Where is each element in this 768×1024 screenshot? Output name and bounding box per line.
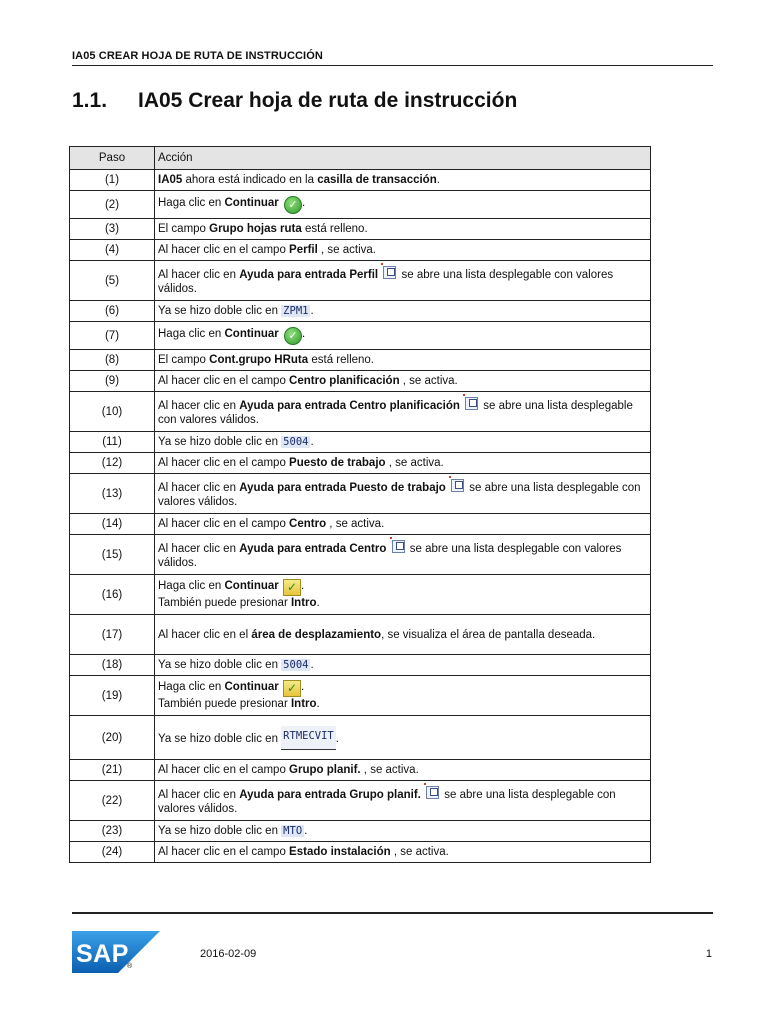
action-text: Haga clic en [158,327,225,340]
action-text: ahora está indicado en la [182,174,318,186]
action-text: está relleno. [308,354,375,366]
action-text: Al hacer clic en el campo [158,846,290,858]
action-text: Al hacer clic en [158,268,240,281]
table-row [70,535,651,575]
action-text [279,197,282,209]
table-row [70,781,651,821]
action-text: . [302,327,306,340]
table-row [70,575,651,615]
continue-check-icon: ✓ [284,196,302,214]
action-text [279,580,282,592]
bold-term: Perfil [289,244,318,256]
footer-rule [72,912,713,914]
bold-term: Centro planificación [289,375,400,387]
action-text: . [436,174,440,186]
step-action [155,821,651,842]
step-number: (16) [70,575,155,615]
section-title-text: IA05 Crear hoja de ruta de instrucción [138,89,518,112]
action-text: , se activa. [360,764,419,776]
table-row [70,842,651,863]
table-row [70,615,651,655]
running-header: IA05 CREAR HOJA DE RUTA DE INSTRUCCIÓN [72,50,713,66]
step-action [155,474,651,514]
continue-check-icon: ✓ [284,327,302,345]
selected-value: 5004 [283,659,309,671]
action-text: Ya se hizo doble clic en [158,732,282,745]
step-action [155,371,651,392]
action-text: El campo [158,223,210,235]
step-action [155,781,651,821]
column-header-step: Paso [70,147,155,170]
step-number: (6) [70,301,155,322]
input-help-icon [392,540,405,553]
step-action [155,432,651,453]
action-text: . [301,580,305,592]
step-number: (23) [70,821,155,842]
page-number: 1 [705,948,712,960]
bold-term: Ayuda para entrada Centro [239,542,387,555]
action-text [446,482,449,494]
bold-term: Continuar [224,196,279,209]
step-number: (24) [70,842,155,863]
action-text: Al hacer clic en el campo [158,244,290,256]
step-number: (9) [70,371,155,392]
table-row [70,432,651,453]
selected-value: ZPM1 [283,305,309,317]
bold-term: Ayuda para entrada Centro planificación [239,399,460,412]
bold-term: Ayuda para entrada Grupo planif. [239,788,421,801]
bold-term: Estado instalación [289,846,391,858]
registered-mark: ® [127,963,133,970]
step-action [155,219,651,240]
continue-checkmark-icon: ✓ [283,579,301,596]
step-action [155,240,651,261]
action-text: Haga clic en [158,681,225,693]
action-text: . [304,825,308,837]
action-text: . [316,698,320,710]
table-row [70,240,651,261]
step-action [155,191,651,219]
bold-term: área de desplazamiento [251,628,382,641]
sap-logo-text: SAP [76,940,129,968]
step-number: (19) [70,676,155,716]
action-text: Ya se hizo doble clic en [158,305,282,317]
action-text [421,789,424,801]
table-row [70,219,651,240]
section-title [72,89,517,113]
bold-term: Continuar [224,681,279,693]
bold-term: Centro [289,518,327,530]
table-row [70,716,651,760]
table-row [70,474,651,514]
action-text: También puede presionar [158,597,291,609]
table-row [70,191,651,219]
sap-logo [72,931,160,973]
action-text [378,269,381,281]
bold-term: IA05 [158,174,183,186]
action-text: . [302,196,306,209]
step-number: (20) [70,716,155,760]
step-action [155,575,651,615]
table-row [70,350,651,371]
action-text: , se activa. [399,375,458,387]
bold-term: Grupo hojas ruta [209,223,302,235]
action-text: , se activa. [390,846,449,858]
steps-table-body [70,170,651,863]
action-text: Ya se hizo doble clic en [158,436,282,448]
table-row [70,453,651,474]
table-row [70,322,651,350]
step-number: (10) [70,392,155,432]
step-action [155,392,651,432]
action-text: . [310,436,314,448]
action-text: Al hacer clic en [158,788,240,801]
bold-term: Puesto de trabajo [289,457,386,469]
section-number: 1.1. [72,89,108,112]
bold-term: casilla de transacción [317,174,437,186]
step-number: (8) [70,350,155,371]
step-number: (12) [70,453,155,474]
action-text: Al hacer clic en [158,399,240,412]
action-text [279,328,282,340]
table-row [70,371,651,392]
action-text: se abre una lista desplegable con valores válidos. [158,399,633,426]
bold-term: Ayuda para entrada Puesto de trabajo [239,481,446,494]
step-number: (2) [70,191,155,219]
table-row [70,821,651,842]
step-number: (18) [70,655,155,676]
table-row [70,301,651,322]
step-number: (15) [70,535,155,575]
action-text: Haga clic en [158,196,225,209]
step-action [155,716,651,760]
column-header-action: Acción [155,147,651,170]
action-text: Al hacer clic en el [158,628,252,641]
footer-date: 2016-02-09 [200,948,257,960]
action-text: , se activa. [326,518,385,530]
action-text: Al hacer clic en el campo [158,375,290,387]
bold-term: Intro [290,597,317,609]
step-number: (4) [70,240,155,261]
action-text: . [316,597,320,609]
input-help-icon [465,397,478,410]
action-text: Ya se hizo doble clic en [158,825,282,837]
table-row [70,514,651,535]
action-text: Al hacer clic en [158,481,240,494]
table-header-row [70,147,651,170]
action-text [386,543,389,555]
step-action [155,170,651,191]
step-action [155,453,651,474]
action-text: se abre una lista desplegable con valores válidos. [158,268,614,295]
bold-term: Ayuda para entrada Perfil [239,268,379,281]
input-help-icon [451,479,464,492]
table-row [70,676,651,716]
action-text: , se activa. [317,244,376,256]
step-number: (1) [70,170,155,191]
action-text: Al hacer clic en el campo [158,457,290,469]
step-number: (3) [70,219,155,240]
step-number: (5) [70,261,155,301]
step-action [155,301,651,322]
action-text: Al hacer clic en el campo [158,764,290,776]
action-text: , se visualiza el área de pantalla deseada. [381,628,596,641]
action-text [460,400,463,412]
step-action [155,535,651,575]
selected-value: 5004 [283,436,309,448]
action-text: Ya se hizo doble clic en [158,659,282,671]
action-text: se abre una lista desplegable con valores válidos. [158,542,622,569]
input-help-icon [383,266,396,279]
table-row [70,760,651,781]
action-text: se abre una lista desplegable con valores válidos. [158,788,616,815]
step-number: (21) [70,760,155,781]
action-text: . [310,305,314,317]
step-action [155,350,651,371]
action-text: . [310,659,314,671]
action-text [279,681,282,693]
step-number: (14) [70,514,155,535]
bold-term: Grupo planif. [289,764,361,776]
action-text: se abre una lista desplegable con valores válidos. [158,481,641,508]
input-help-icon [426,786,439,799]
action-text: Al hacer clic en [158,542,240,555]
step-action [155,760,651,781]
action-text: También puede presionar [158,698,291,710]
step-number: (17) [70,615,155,655]
step-number: (22) [70,781,155,821]
action-text: Haga clic en [158,580,225,592]
step-number: (13) [70,474,155,514]
step-number: (11) [70,432,155,453]
table-row [70,261,651,301]
step-action [155,615,651,655]
selected-value: MTO [283,825,303,837]
steps-table [69,146,651,863]
step-number: (7) [70,322,155,350]
action-text: , se activa. [385,457,444,469]
step-action [155,655,651,676]
table-row [70,170,651,191]
table-row [70,655,651,676]
action-text: . [301,681,305,693]
action-text: está relleno. [301,223,368,235]
step-action [155,676,651,716]
bold-term: Cont.grupo HRuta [209,354,309,366]
step-action [155,842,651,863]
step-action [155,514,651,535]
table-row [70,392,651,432]
bold-term: Continuar [224,327,279,340]
continue-checkmark-icon: ✓ [283,680,301,697]
step-action [155,261,651,301]
action-text: . [335,732,339,745]
action-text: El campo [158,354,210,366]
selected-value-field: RTMECVIT [281,726,336,750]
bold-term: Intro [290,698,317,710]
action-text: Al hacer clic en el campo [158,518,290,530]
step-action [155,322,651,350]
bold-term: Continuar [224,580,279,592]
